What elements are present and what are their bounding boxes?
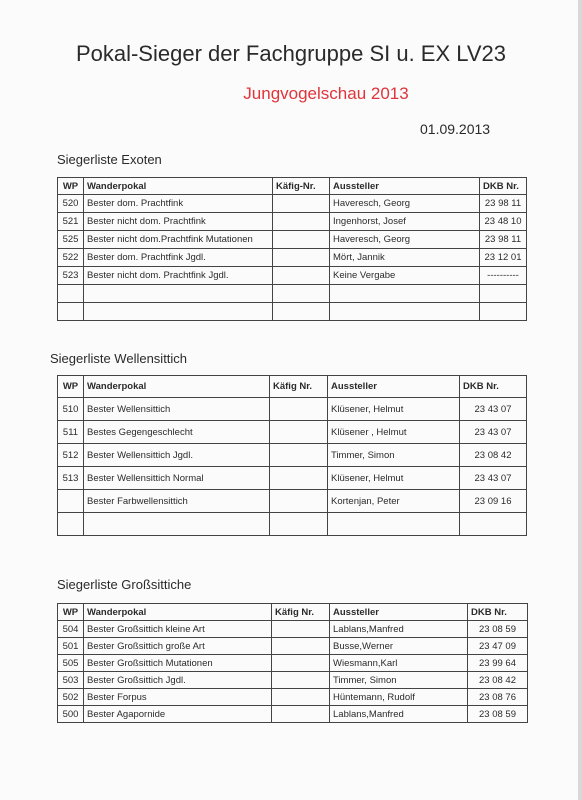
table-header-row bbox=[58, 178, 527, 195]
col-header-pokal: Wanderpokal bbox=[84, 178, 273, 195]
table-row bbox=[58, 285, 527, 303]
cell-wanderpokal: Bester Wellensittich Normal bbox=[84, 467, 270, 490]
cell-wanderpokal: Bester dom. Prachtfink bbox=[84, 195, 273, 213]
table-row bbox=[58, 249, 527, 267]
table-row bbox=[58, 467, 527, 490]
cell-kaefig-nr bbox=[270, 490, 328, 513]
cell-kaefig-nr bbox=[272, 655, 330, 672]
table-row bbox=[58, 689, 528, 706]
cell-wanderpokal: Bester Großsittich große Art bbox=[84, 638, 272, 655]
cell-dkb-nr: 23 12 01 bbox=[480, 249, 527, 267]
table-row bbox=[58, 398, 527, 421]
table-row bbox=[58, 672, 528, 689]
cell-dkb-nr: 23 43 07 bbox=[460, 398, 527, 421]
cell-aussteller: Klüsener , Helmut bbox=[328, 421, 460, 444]
col-header-pokal: Wanderpokal bbox=[84, 376, 270, 398]
cell-dkb-nr bbox=[480, 303, 527, 321]
cell-kaefig-nr bbox=[270, 421, 328, 444]
cell-aussteller: Haveresch, Georg bbox=[330, 195, 480, 213]
cell-wp bbox=[58, 513, 84, 536]
cell-kaefig-nr bbox=[270, 444, 328, 467]
cell-dkb-nr: 23 43 07 bbox=[460, 421, 527, 444]
section-title-exoten: Siegerliste Exoten bbox=[57, 152, 162, 167]
cell-wp: 501 bbox=[58, 638, 84, 655]
table-row bbox=[58, 303, 527, 321]
cell-wanderpokal: Bester Farbwellensittich bbox=[84, 490, 270, 513]
cell-wanderpokal bbox=[84, 303, 273, 321]
table-row bbox=[58, 267, 527, 285]
cell-wanderpokal: Bester Großsittich kleine Art bbox=[84, 621, 272, 638]
cell-wp: 503 bbox=[58, 672, 84, 689]
cell-wanderpokal: Bester nicht dom. Prachtfink bbox=[84, 213, 273, 231]
cell-kaefig-nr bbox=[272, 621, 330, 638]
cell-wp: 502 bbox=[58, 689, 84, 706]
cell-kaefig-nr bbox=[273, 195, 330, 213]
cell-aussteller: Hüntemann, Rudolf bbox=[330, 689, 468, 706]
cell-dkb-nr: 23 08 59 bbox=[468, 706, 528, 723]
cell-wanderpokal: Bester Großsittich Mutationen bbox=[84, 655, 272, 672]
cell-dkb-nr bbox=[480, 285, 527, 303]
cell-wp bbox=[58, 285, 84, 303]
cell-dkb-nr: 23 99 64 bbox=[468, 655, 528, 672]
col-header-pokal: Wanderpokal bbox=[84, 604, 272, 621]
cell-aussteller: Busse,Werner bbox=[330, 638, 468, 655]
col-header-kaefig: Käfig-Nr. bbox=[273, 178, 330, 195]
cell-wp: 510 bbox=[58, 398, 84, 421]
cell-dkb-nr: ---------- bbox=[480, 267, 527, 285]
cell-wp: 504 bbox=[58, 621, 84, 638]
cell-dkb-nr: 23 47 09 bbox=[468, 638, 528, 655]
table-row bbox=[58, 706, 528, 723]
cell-aussteller: Klüsener, Helmut bbox=[328, 398, 460, 421]
table-header-row bbox=[58, 604, 528, 621]
table-row bbox=[58, 513, 527, 536]
cell-aussteller bbox=[328, 513, 460, 536]
table-grosssittiche bbox=[57, 603, 528, 723]
cell-kaefig-nr bbox=[272, 689, 330, 706]
cell-kaefig-nr bbox=[272, 672, 330, 689]
cell-dkb-nr: 23 48 10 bbox=[480, 213, 527, 231]
table-row bbox=[58, 621, 528, 638]
cell-aussteller: Haveresch, Georg bbox=[330, 231, 480, 249]
table-row bbox=[58, 490, 527, 513]
table-row bbox=[58, 195, 527, 213]
document-date: 01.09.2013 bbox=[420, 121, 491, 137]
cell-wanderpokal: Bester Agapornide bbox=[84, 706, 272, 723]
cell-wp: 523 bbox=[58, 267, 84, 285]
cell-aussteller: Mört, Jannik bbox=[330, 249, 480, 267]
table-row bbox=[58, 421, 527, 444]
col-header-kaefig: Käfig Nr. bbox=[270, 376, 328, 398]
cell-kaefig-nr bbox=[270, 398, 328, 421]
cell-aussteller: Keine Vergabe bbox=[330, 267, 480, 285]
col-header-wp: WP bbox=[58, 604, 84, 621]
cell-dkb-nr: 23 09 16 bbox=[460, 490, 527, 513]
col-header-dkb: DKB Nr. bbox=[468, 604, 528, 621]
cell-aussteller bbox=[330, 303, 480, 321]
cell-dkb-nr: 23 08 59 bbox=[468, 621, 528, 638]
cell-dkb-nr: 23 08 42 bbox=[468, 672, 528, 689]
table-row bbox=[58, 231, 527, 249]
cell-aussteller: Timmer, Simon bbox=[330, 672, 468, 689]
cell-kaefig-nr bbox=[273, 267, 330, 285]
cell-wp: 521 bbox=[58, 213, 84, 231]
page-title: Pokal-Sieger der Fachgruppe SI u. EX LV23 bbox=[75, 41, 507, 66]
cell-wanderpokal: Bester Wellensittich Jgdl. bbox=[84, 444, 270, 467]
cell-dkb-nr: 23 98 11 bbox=[480, 195, 527, 213]
cell-wanderpokal: Bester Wellensittich bbox=[84, 398, 270, 421]
cell-aussteller: Lablans,Manfred bbox=[330, 621, 468, 638]
cell-wp: 505 bbox=[58, 655, 84, 672]
cell-wanderpokal bbox=[84, 285, 273, 303]
cell-aussteller bbox=[330, 285, 480, 303]
table-row bbox=[58, 444, 527, 467]
table-row bbox=[58, 213, 527, 231]
cell-kaefig-nr bbox=[270, 513, 328, 536]
cell-wanderpokal: Bester Forpus bbox=[84, 689, 272, 706]
cell-dkb-nr: 23 98 11 bbox=[480, 231, 527, 249]
table-row bbox=[58, 638, 528, 655]
col-header-wp: WP bbox=[58, 178, 84, 195]
cell-wp: 520 bbox=[58, 195, 84, 213]
cell-wp: 500 bbox=[58, 706, 84, 723]
cell-wp: 512 bbox=[58, 444, 84, 467]
table-row bbox=[58, 655, 528, 672]
cell-wp bbox=[58, 303, 84, 321]
section-title-wellensittich: Siegerliste Wellensittich bbox=[50, 351, 188, 366]
cell-wp: 522 bbox=[58, 249, 84, 267]
cell-wanderpokal: Bestes Gegengeschlecht bbox=[84, 421, 270, 444]
col-header-kaefig: Käfig Nr. bbox=[272, 604, 330, 621]
table-wellensittich bbox=[57, 375, 527, 536]
cell-aussteller: Wiesmann,Karl bbox=[330, 655, 468, 672]
col-header-dkb: DKB Nr. bbox=[480, 178, 527, 195]
cell-aussteller: Lablans,Manfred bbox=[330, 706, 468, 723]
cell-kaefig-nr bbox=[273, 285, 330, 303]
cell-kaefig-nr bbox=[272, 706, 330, 723]
cell-wanderpokal bbox=[84, 513, 270, 536]
col-header-aussteller: Aussteller bbox=[328, 376, 460, 398]
cell-kaefig-nr bbox=[270, 467, 328, 490]
cell-aussteller: Ingenhorst, Josef bbox=[330, 213, 480, 231]
cell-wanderpokal: Bester Großsittich Jgdl. bbox=[84, 672, 272, 689]
cell-wp: 513 bbox=[58, 467, 84, 490]
cell-kaefig-nr bbox=[273, 213, 330, 231]
cell-dkb-nr: 23 08 76 bbox=[468, 689, 528, 706]
col-header-dkb: DKB Nr. bbox=[460, 376, 527, 398]
col-header-wp: WP bbox=[58, 376, 84, 398]
cell-wanderpokal: Bester nicht dom.Prachtfink Mutationen bbox=[84, 231, 273, 249]
cell-kaefig-nr bbox=[273, 231, 330, 249]
cell-dkb-nr: 23 08 42 bbox=[460, 444, 527, 467]
col-header-aussteller: Aussteller bbox=[330, 178, 480, 195]
section-title-grosssittiche: Siegerliste Großsittiche bbox=[57, 577, 192, 592]
cell-aussteller: Klüsener, Helmut bbox=[328, 467, 460, 490]
cell-wp: 525 bbox=[58, 231, 84, 249]
table-header-row bbox=[58, 376, 527, 398]
cell-kaefig-nr bbox=[273, 249, 330, 267]
cell-wp: 511 bbox=[58, 421, 84, 444]
col-header-aussteller: Aussteller bbox=[330, 604, 468, 621]
cell-aussteller: Timmer, Simon bbox=[328, 444, 460, 467]
page-edge bbox=[578, 0, 582, 800]
cell-aussteller: Kortenjan, Peter bbox=[328, 490, 460, 513]
cell-dkb-nr bbox=[460, 513, 527, 536]
cell-kaefig-nr bbox=[273, 303, 330, 321]
cell-wanderpokal: Bester dom. Prachtfink Jgdl. bbox=[84, 249, 273, 267]
cell-dkb-nr: 23 43 07 bbox=[460, 467, 527, 490]
cell-kaefig-nr bbox=[272, 638, 330, 655]
cell-wanderpokal: Bester nicht dom. Prachtfink Jgdl. bbox=[84, 267, 273, 285]
table-exoten bbox=[57, 177, 527, 321]
page-subtitle: Jungvogelschau 2013 bbox=[243, 84, 409, 103]
cell-wp bbox=[58, 490, 84, 513]
